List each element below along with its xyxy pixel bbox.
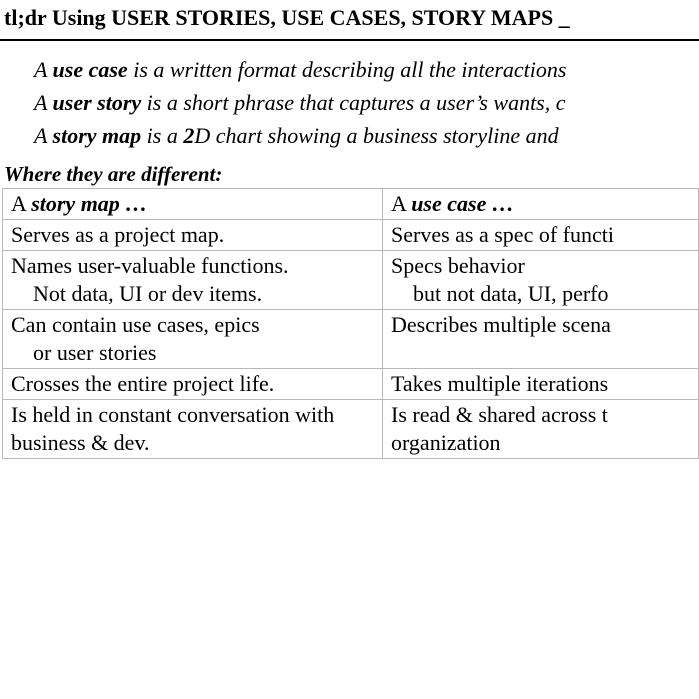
- definition-term: user story: [52, 90, 142, 115]
- definition-article: A: [34, 123, 48, 148]
- table-cell-use-case: [383, 310, 699, 369]
- table-cell-use-case: [383, 400, 699, 459]
- cell-line: but not data, UI, perfo: [413, 281, 609, 306]
- table-header-row: [3, 189, 699, 220]
- cell-line: Names user-valuable functions.: [11, 253, 289, 278]
- header-article: A: [11, 191, 26, 216]
- definition-article: A: [34, 90, 48, 115]
- definition-text: is a: [146, 123, 178, 148]
- table-row: [3, 251, 699, 310]
- table-cell-story-map: [3, 369, 383, 400]
- cell-line: or user stories: [33, 340, 157, 365]
- cell-line: Is held in constant conversation with: [11, 402, 335, 427]
- definition-user-story: [34, 86, 566, 119]
- cell-line: business & dev.: [11, 430, 150, 455]
- table-cell-use-case: [383, 220, 699, 251]
- cell-line: Serves as a project map.: [11, 222, 225, 247]
- cell-line: Describes multiple scena: [391, 312, 611, 337]
- table-cell-story-map: [3, 251, 383, 310]
- section-heading: Where they are different:: [4, 162, 223, 186]
- header-term: story map …: [31, 191, 148, 216]
- definition-text-bold: 2: [183, 123, 195, 148]
- table-cell-story-map: [3, 220, 383, 251]
- definition-text: is a written format describing all the interactions: [133, 57, 567, 82]
- table-cell-story-map: [3, 310, 383, 369]
- definition-text: D chart showing a business storyline and: [194, 123, 559, 148]
- definition-text: is a short phrase that captures a user’s wants, c: [146, 90, 566, 115]
- cell-line: Can contain use cases, epics: [11, 312, 260, 337]
- cell-line: Takes multiple iterations: [391, 371, 609, 396]
- cell-line: Serves as a spec of functi: [391, 222, 614, 247]
- table-cell-use-case: [383, 369, 699, 400]
- table-cell-use-case: [383, 251, 699, 310]
- table-row: [3, 310, 699, 369]
- table-row: [3, 400, 699, 459]
- header-use-case: [383, 189, 699, 220]
- definition-use-case: [34, 53, 566, 86]
- definition-term: story map: [52, 123, 142, 148]
- comparison-table: [2, 188, 699, 459]
- header-article: A: [391, 191, 406, 216]
- title-underline: [0, 39, 699, 41]
- definition-term: use case: [52, 57, 128, 82]
- cell-line: Is read & shared across t: [391, 402, 608, 427]
- header-term: use case …: [411, 191, 514, 216]
- header-story-map: [3, 189, 383, 220]
- definitions-block: [34, 53, 566, 152]
- table-row: [3, 369, 699, 400]
- cell-line: organization: [391, 430, 501, 455]
- cell-line: Specs behavior: [391, 253, 525, 278]
- table-row: [3, 220, 699, 251]
- table-cell-story-map: [3, 400, 383, 459]
- cell-line: Crosses the entire project life.: [11, 371, 275, 396]
- definition-story-map: [34, 119, 566, 152]
- cell-line: Not data, UI or dev items.: [33, 281, 263, 306]
- definition-article: A: [34, 57, 48, 82]
- page-title: tl;dr Using USER STORIES, USE CASES, STORY MAPS _: [4, 5, 570, 30]
